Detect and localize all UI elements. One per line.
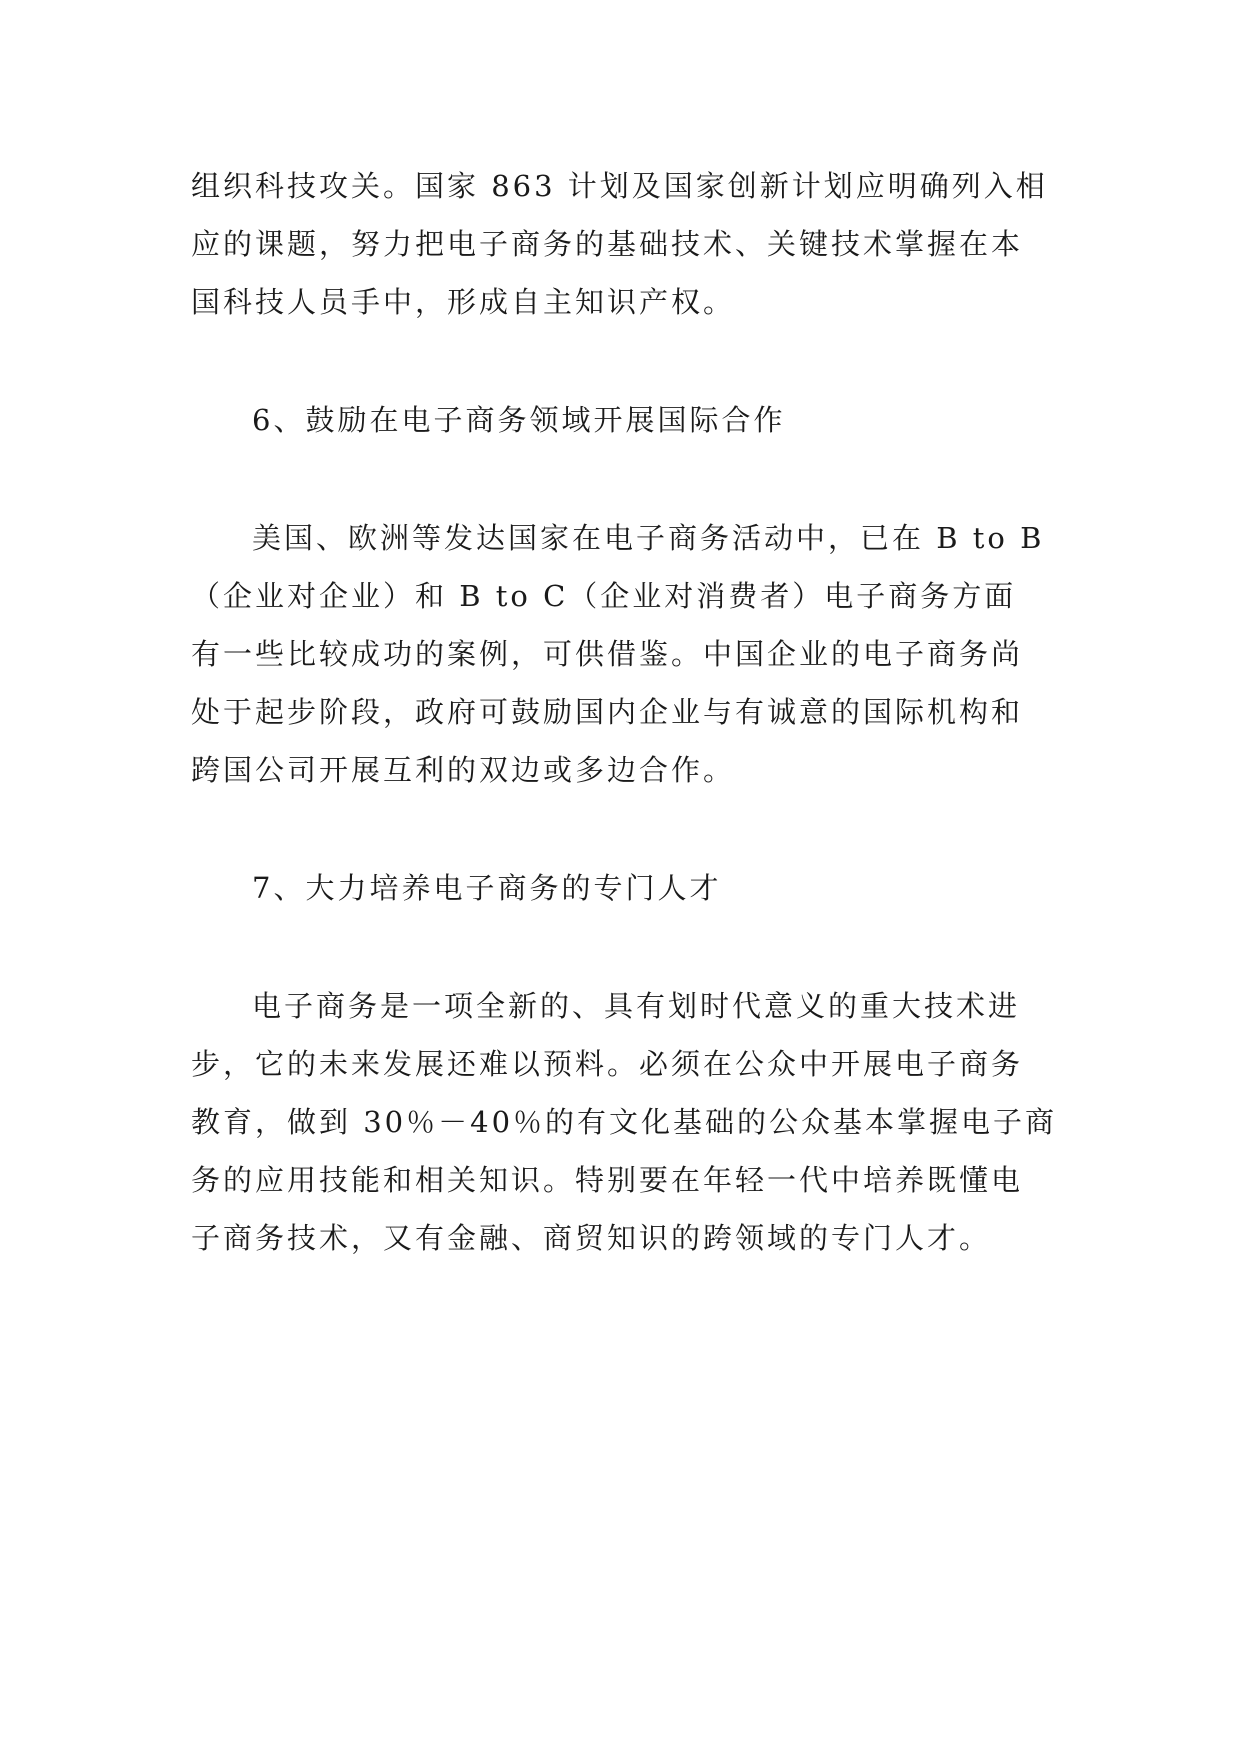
paragraph-3-line-1: 电子商务是一项全新的、具有划时代意义的重大技术进: [252, 989, 1021, 1023]
paragraph-1-line-2: 应的课题，努力把电子商务的基础技术、关键技术掌握在本: [191, 227, 1024, 261]
paragraph-1-line-1: 组织科技攻关。国家 863 计划及国家创新计划应明确列入相: [191, 169, 1048, 203]
paragraph-1-line-3: 国科技人员手中，形成自主知识产权。: [191, 285, 736, 319]
section-heading-6: 6、鼓励在电子商务领域开展国际合作: [252, 403, 786, 437]
paragraph-2-line-1: 美国、欧洲等发达国家在电子商务活动中，已在 B to B: [252, 521, 1045, 555]
paragraph-3-line-4: 务的应用技能和相关知识。特别要在年轻一代中培养既懂电: [191, 1163, 1024, 1197]
paragraph-2-line-4: 处于起步阶段，政府可鼓励国内企业与有诚意的国际机构和: [191, 695, 1024, 729]
paragraph-2-line-2: （企业对企业）和 B to C（企业对消费者）电子商务方面: [191, 579, 1017, 613]
paragraph-2-line-3: 有一些比较成功的案例，可供借鉴。中国企业的电子商务尚: [191, 637, 1024, 671]
paragraph-2-line-5: 跨国公司开展互利的双边或多边合作。: [191, 753, 736, 787]
paragraph-3-line-2: 步，它的未来发展还难以预料。必须在公众中开展电子商务: [191, 1047, 1024, 1081]
paragraph-3-line-3: 教育，做到 30％－40％的有文化基础的公众基本掌握电子商: [191, 1105, 1058, 1139]
paragraph-3-line-5: 子商务技术，又有金融、商贸知识的跨领域的专门人才。: [191, 1221, 992, 1255]
section-heading-7: 7、大力培养电子商务的专门人才: [252, 871, 722, 905]
